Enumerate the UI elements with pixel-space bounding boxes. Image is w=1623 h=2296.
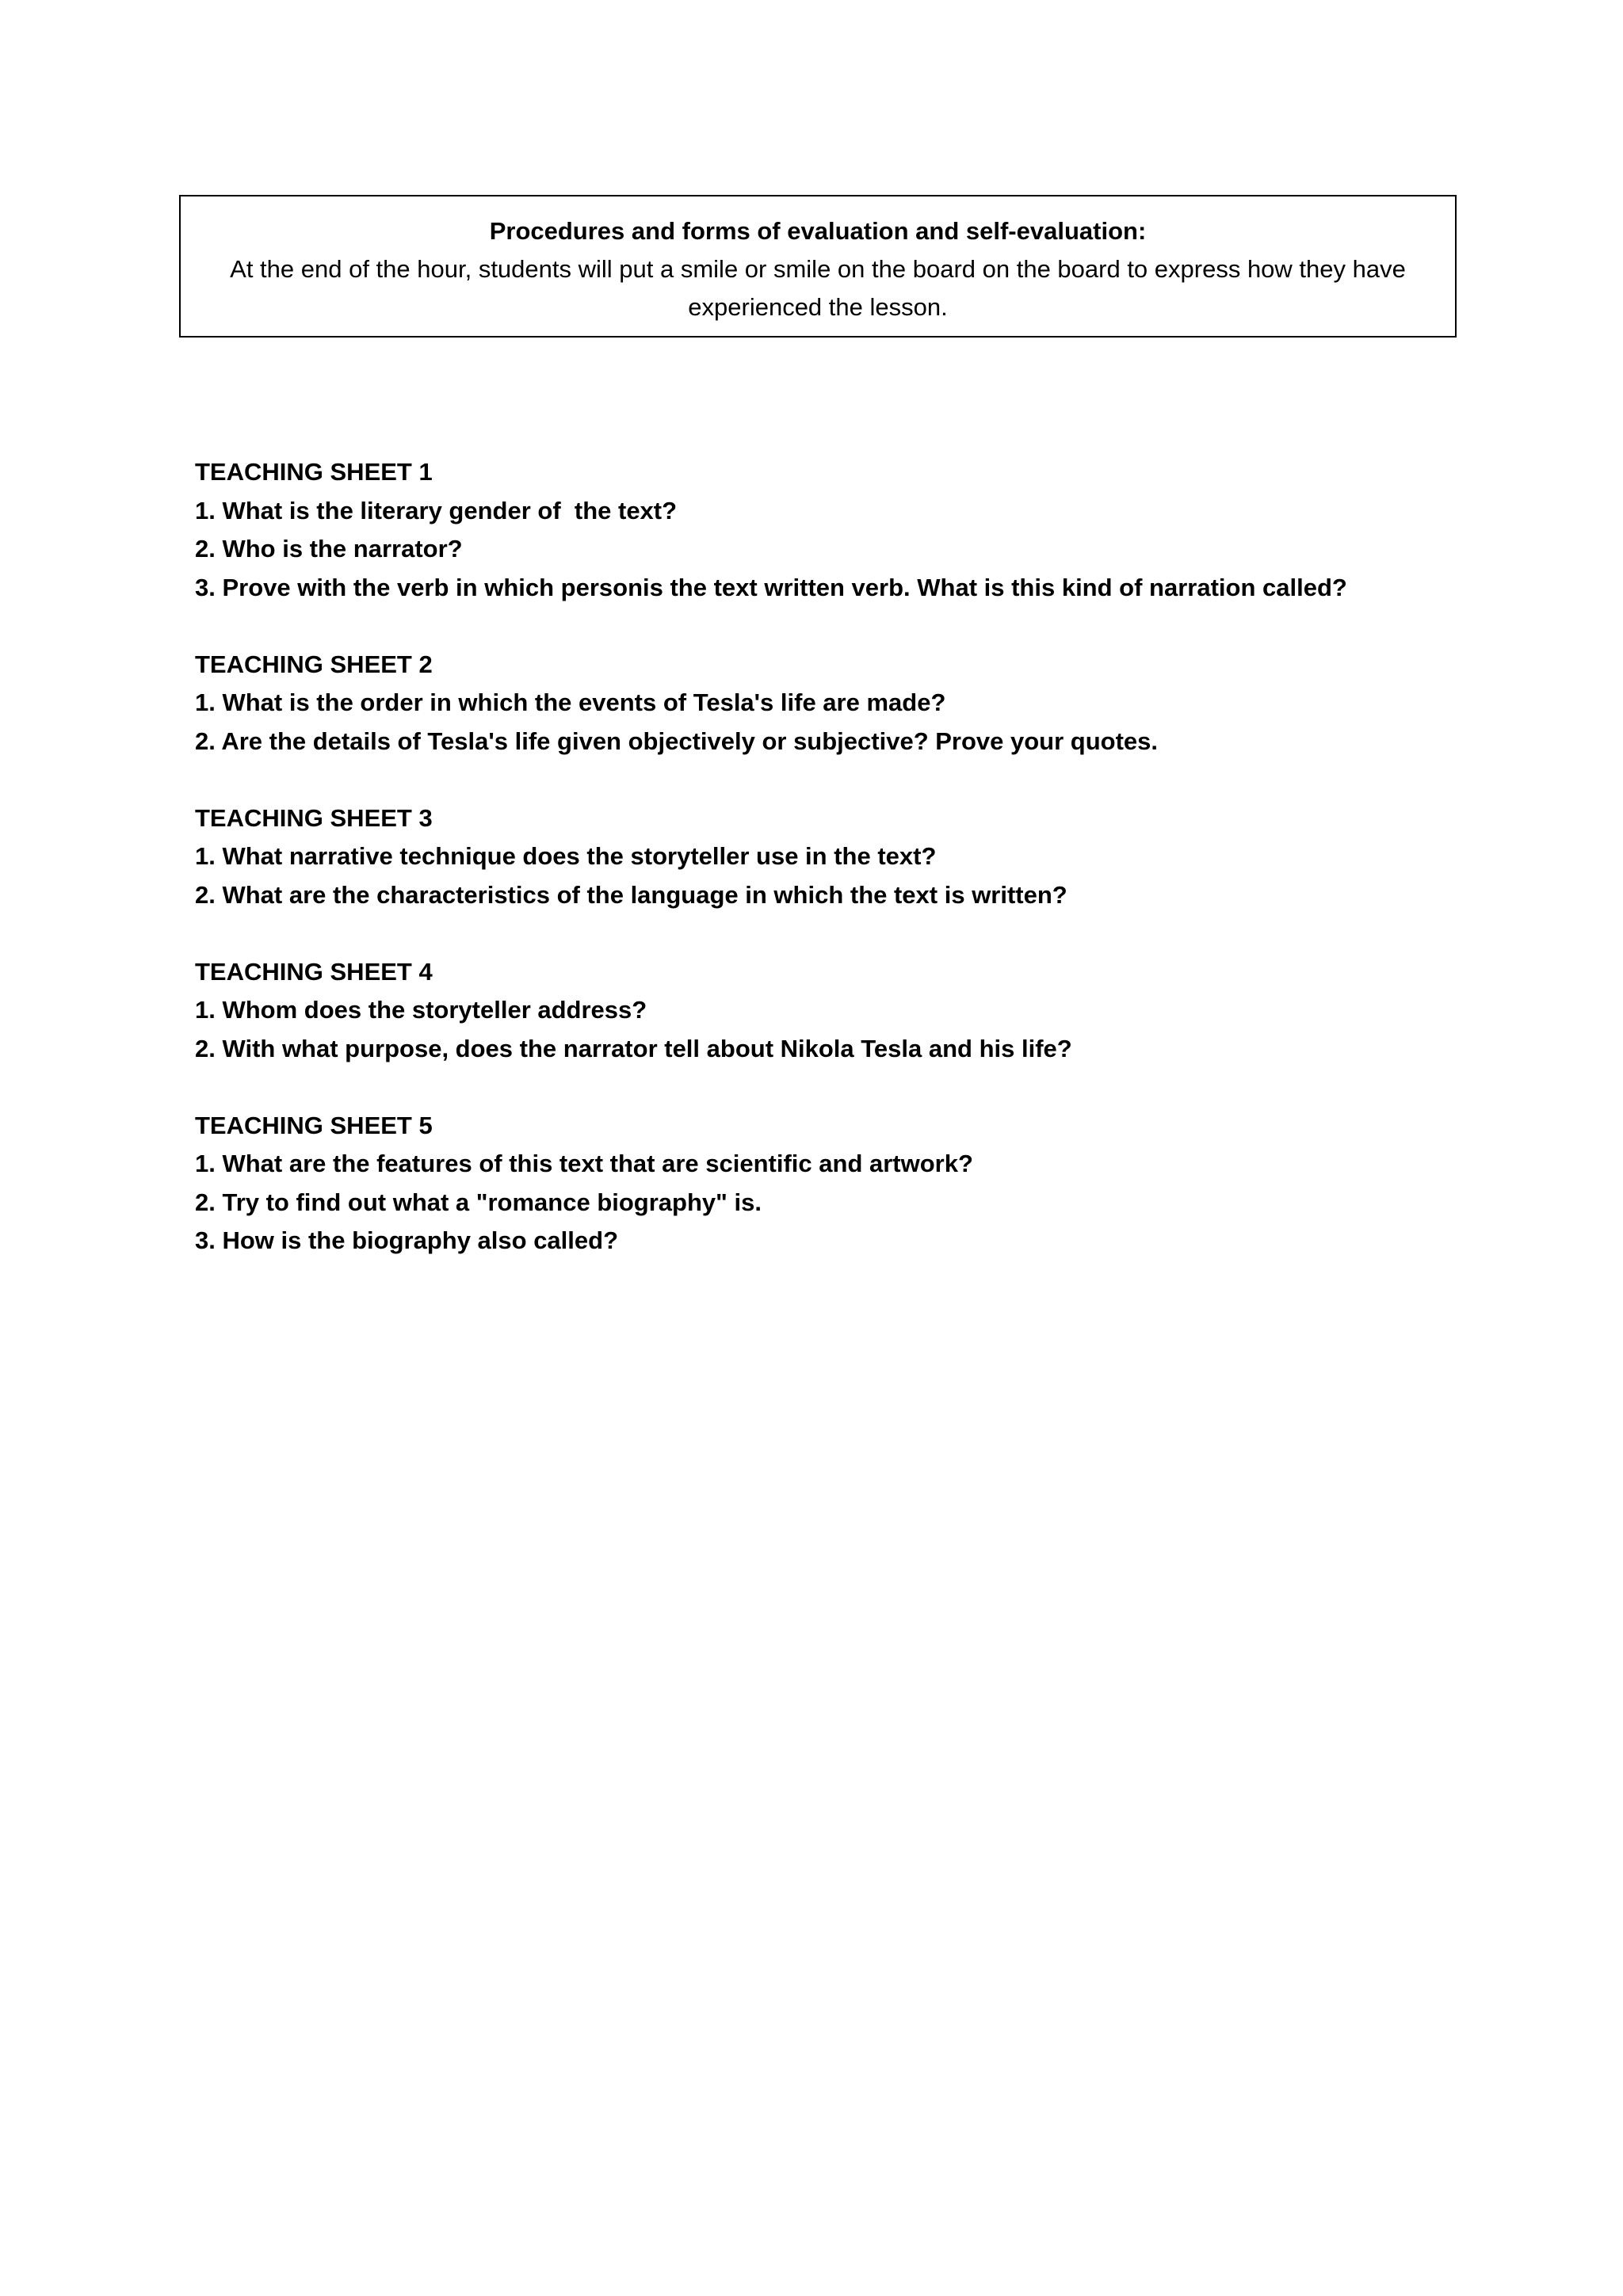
teaching-sheets <box>195 453 1590 1299</box>
sheet-heading: TEACHING SHEET 4 <box>195 957 433 986</box>
question: 3. How is the biography also called? <box>195 1226 619 1254</box>
question: 2. Who is the narrator? <box>195 535 463 563</box>
sheet-heading: TEACHING SHEET 5 <box>195 1111 433 1139</box>
question: 1. Whom does the storyteller address? <box>195 996 647 1024</box>
question: 1. What is the literary gender of the text? <box>195 496 678 524</box>
teaching-sheet-2 <box>195 646 1590 761</box>
teaching-sheet-1 <box>195 453 1590 607</box>
teaching-sheet-4 <box>195 953 1590 1069</box>
sheet-heading: TEACHING SHEET 3 <box>195 803 433 832</box>
question: 2. With what purpose, does the narrator tell about Nikola Tesla and his life? <box>195 1034 1072 1062</box>
question: 3. Prove with the verb in which personis the text written verb. What is this kind of narration called? <box>195 573 1347 601</box>
teaching-sheet-5 <box>195 1107 1590 1261</box>
sheet-heading: TEACHING SHEET 2 <box>195 650 433 678</box>
evaluation-body: At the end of the hour, students will put a smile or smile on the board on the board to express how they have experienced the lesson. <box>230 255 1406 321</box>
question: 2. Try to find out what a "romance biography" is. <box>195 1188 762 1216</box>
question: 1. What is the order in which the events of Tesla's life are made? <box>195 688 946 716</box>
question: 1. What are the features of this text that are scientific and artwork? <box>195 1150 973 1177</box>
question: 1. What narrative technique does the storyteller use in the text? <box>195 842 937 870</box>
question: 2. What are the characteristics of the language in which the text is written? <box>195 880 1067 909</box>
question: 2. Are the details of Tesla's life given objectively or subjective? Prove your quotes. <box>195 727 1159 755</box>
teaching-sheet-3 <box>195 799 1590 915</box>
sheet-heading: TEACHING SHEET 1 <box>195 458 433 486</box>
evaluation-box <box>179 195 1457 338</box>
evaluation-title: Procedures and forms of evaluation and self-evaluation: <box>489 217 1147 245</box>
